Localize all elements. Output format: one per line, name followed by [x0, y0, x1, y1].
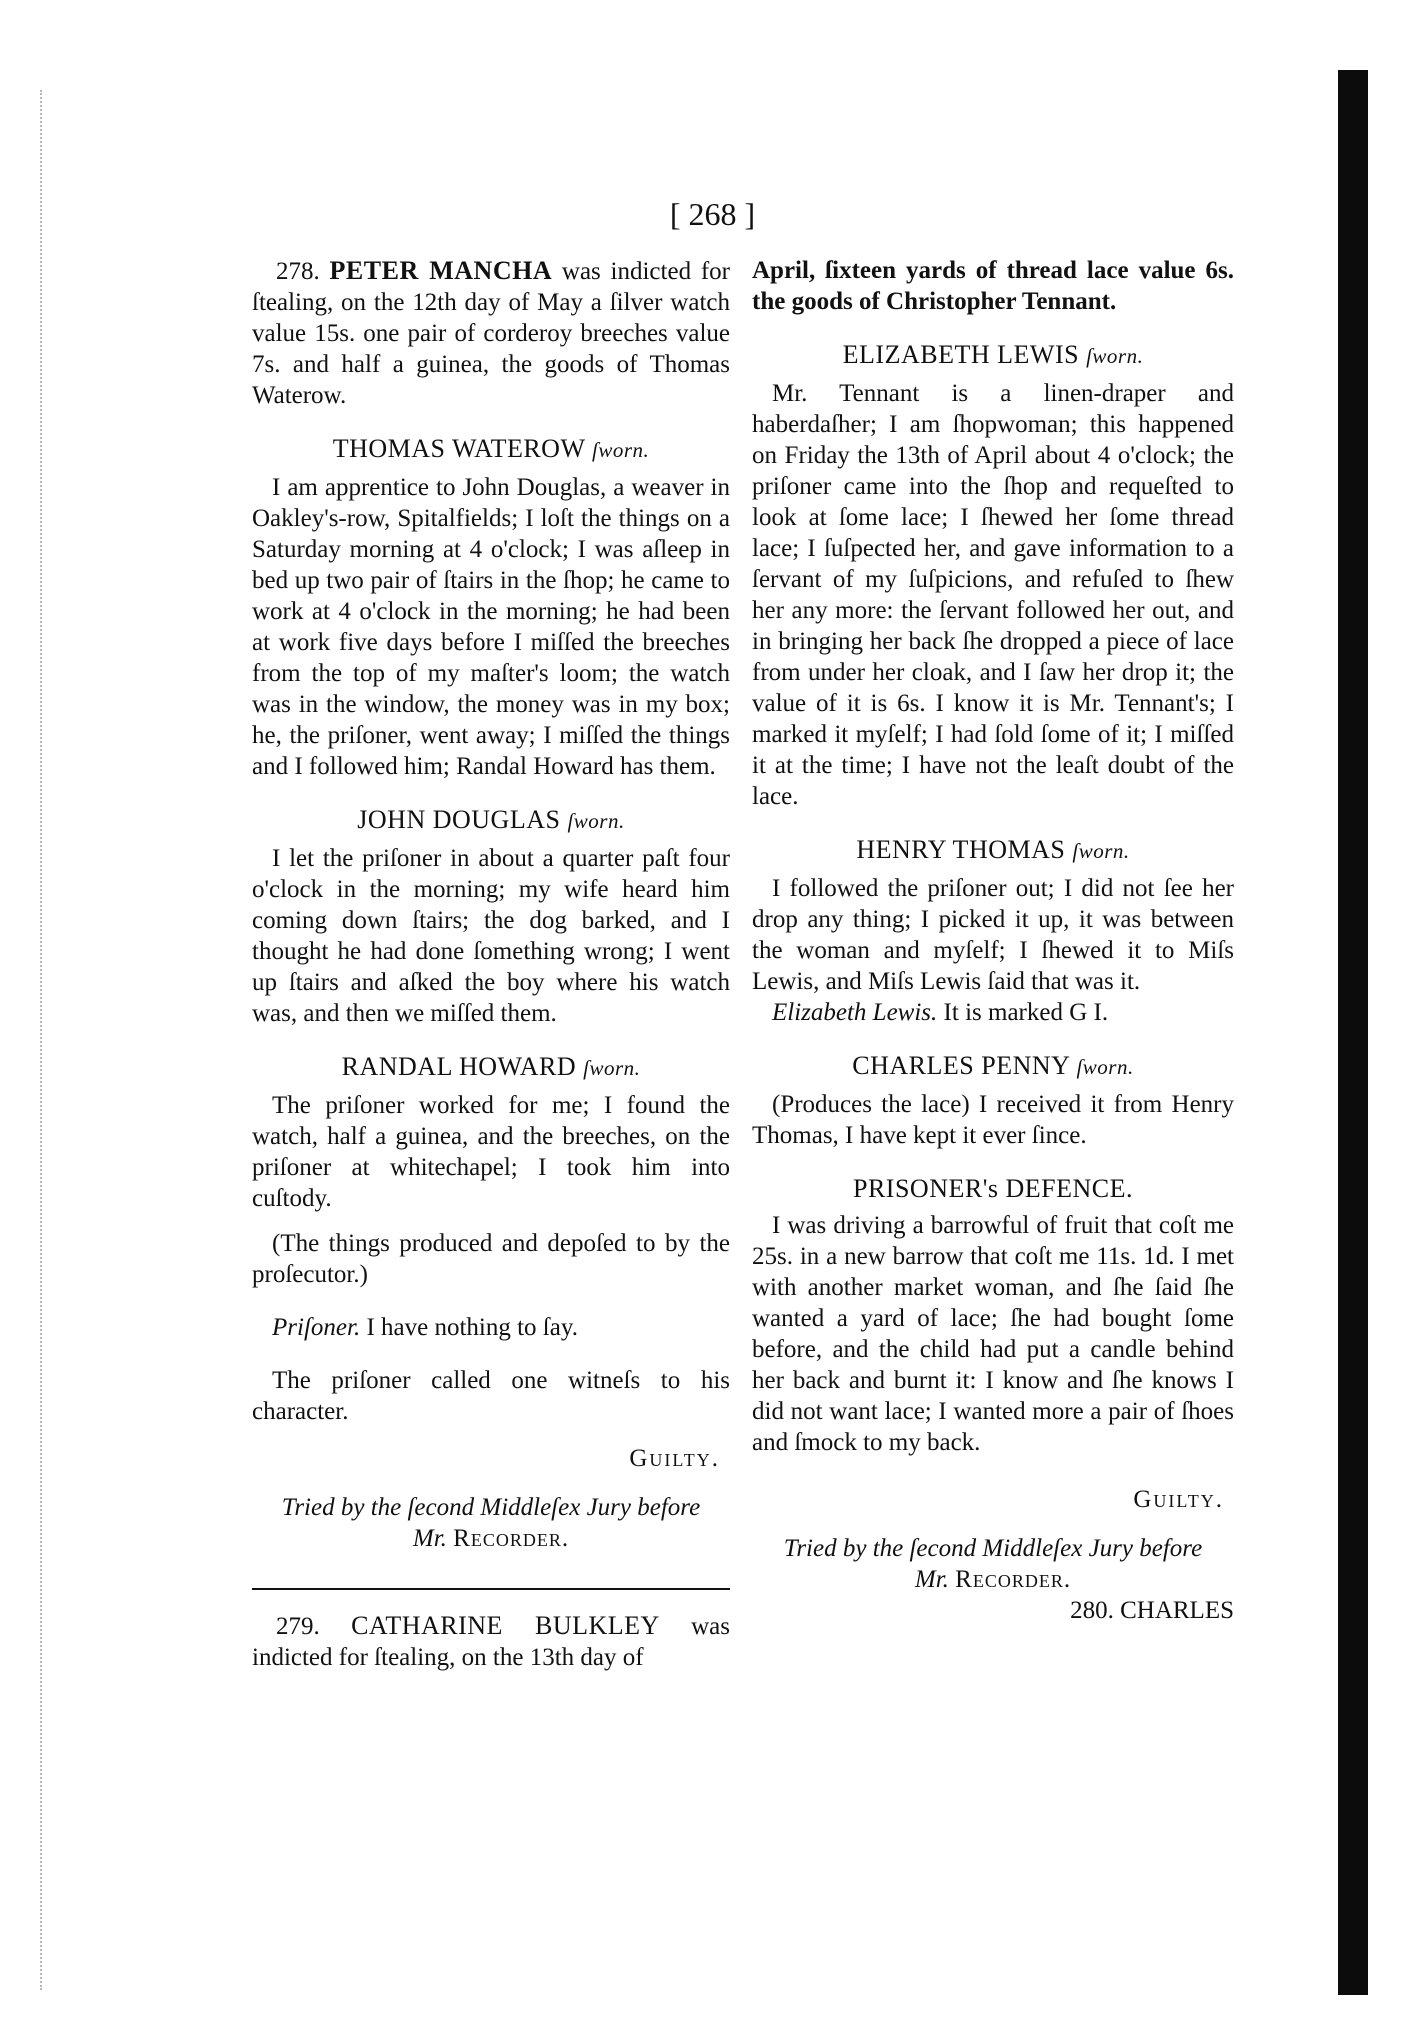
- jury-line: Tried by the ſecond Middleſex Jury before: [783, 1535, 1203, 1562]
- statement-text: It is marked G I.: [943, 999, 1109, 1026]
- defence-heading: PRISONER's DEFENCE.: [853, 1174, 1133, 1203]
- case-278-entry: [252, 255, 730, 411]
- speaker-label: Elizabeth Lewis.: [772, 999, 938, 1026]
- verdict: Guilty.: [629, 1445, 720, 1472]
- evidence-note: (The things produced and depoſed to by the proſecutor.): [252, 1230, 730, 1288]
- page-number: [ 268 ]: [669, 196, 756, 232]
- scan-edge-speckle: [40, 90, 52, 1990]
- case-279-number: 279.: [276, 1613, 320, 1640]
- testimony-randal-howard: The priſoner worked for me; I found the watch, half a guinea, and the breeches, on the priſoner at whitechapel; I took him into cuſtody.: [252, 1092, 730, 1212]
- prisoner-statement: [252, 1312, 730, 1343]
- jury-line: Tried by the ſecond Middleſex Jury before: [281, 1494, 701, 1521]
- catchword: 280. CHARLES: [1070, 1597, 1234, 1624]
- witness-name: HENRY THOMAS: [856, 835, 1066, 864]
- testimony-john-douglas: I let the priſoner in about a quarter paſt four o'clock in the morning; my wife heard him coming down ſtairs; the dog barked, and I thought he had done ſomething wrong; I went up ſtairs and aſked the boy where his watch was, and then we miſſed them.: [252, 845, 730, 1027]
- witness-heading-henry-thomas: [752, 834, 1234, 867]
- verdict: Guilty.: [1133, 1486, 1224, 1513]
- right-column: [752, 255, 1234, 1626]
- jury-note: [752, 1533, 1234, 1595]
- case-divider: [252, 1588, 730, 1590]
- jury-recorder: Recorder.: [453, 1525, 570, 1552]
- case-279-defendant: CATHARINE BULKLEY: [351, 1611, 660, 1640]
- jury-mr: Mr.: [412, 1525, 447, 1552]
- testimony-elizabeth-lewis: Mr. Tennant is a linen-draper and haberdaſher; I am ſhopwoman; this happened on Friday the 13th of April about 4 o'clock; the priſoner came into the ſhop and requeſted to look at ſome lace; I ſhewed her ſome thread lace; I ſuſpected her, and gave information to a ſervant of my ſuſpicions, and refuſed to ſhew her any more: the ſervant followed her out, and in bringing her back ſhe dropped a piece of lace from under her cloak, and I ſaw her drop it; the value of it is 6s. I know it is Mr. Tennant's; I marked it myſelf; I had ſold ſome of it; I miſſed it at the time; I have not the leaſt doubt of the lace.: [752, 380, 1234, 810]
- defence-statement: I was driving a barrowful of fruit that coſt me 25s. in a new barrow that coſt me 11s. 1d. I met with another market woman, and ſhe ſaid ſhe wanted a yard of lace; ſhe had bought ſome before, and the child had put a candle behind her back and burnt it: I know and ſhe knows I did not want lace; I wanted more a pair of ſhoes and ſmock to my back.: [752, 1212, 1234, 1456]
- witness-heading-charles-penny: [752, 1050, 1234, 1083]
- sworn-label: ſworn.: [1072, 839, 1130, 863]
- witness-name: CHARLES PENNY: [852, 1051, 1070, 1080]
- case-278-number: 278.: [276, 258, 320, 285]
- testimony-charles-penny: (Produces the lace) I received it from Henry Thomas, I have kept it ever ſince.: [752, 1091, 1234, 1149]
- witness-heading-randal-howard: [252, 1051, 730, 1084]
- case-279-indictment: was indicted for ſtealing, on the 13th day of: [252, 1613, 731, 1671]
- recall-statement: [752, 997, 1234, 1028]
- left-column: [252, 255, 730, 1673]
- sworn-label: ſworn.: [1076, 1055, 1134, 1079]
- case-279-continuation: April, ſixteen yards of thread lace value 6s. the goods of Christopher Tennant.: [752, 257, 1234, 315]
- witness-heading-elizabeth-lewis: [752, 339, 1234, 372]
- jury-note: [252, 1492, 730, 1554]
- witness-name: RANDAL HOWARD: [341, 1052, 577, 1081]
- witness-name: THOMAS WATEROW: [332, 434, 586, 463]
- case-278-indictment: was indicted for ſtealing, on the 12th day of May a ſilver watch value 15s. one pair of corderoy breeches value 7s. and half a guinea, the goods of Thomas Waterow.: [252, 258, 731, 409]
- sworn-label: ſworn.: [1086, 344, 1144, 368]
- sworn-label: ſworn.: [592, 438, 650, 462]
- scan-binding-shadow: [1338, 70, 1368, 1995]
- witness-heading-thomas-waterow: [252, 433, 730, 466]
- case-278-defendant: PETER MANCHA: [329, 256, 553, 285]
- testimony-thomas-waterow: I am apprentice to John Douglas, a weaver in Oakley's-row, Spitalfields; I loſt the things on a Saturday morning at 4 o'clock; I was aſleep in bed up two pair of ſtairs in the ſhop; he came to work at 4 o'clock in the morning; he had been at work five days before I miſſed the breeches from the top of my maſter's loom; the watch was in the window, the money was in my box; he, the priſoner, went away; I miſſed the things and I followed him; Randal Howard has them.: [252, 474, 730, 780]
- case-279-entry: [252, 1610, 730, 1673]
- testimony-henry-thomas: I followed the priſoner out; I did not ſee her drop any thing; I picked it up, it was between the woman and myſelf; I ſhewed it to Miſs Lewis, and Miſs Lewis ſaid that was it.: [752, 875, 1234, 995]
- sworn-label: ſworn.: [583, 1056, 641, 1080]
- witness-heading-john-douglas: [252, 804, 730, 837]
- witness-name: JOHN DOUGLAS: [357, 805, 561, 834]
- speaker-label: Priſoner.: [272, 1314, 361, 1341]
- character-witness-note: The priſoner called one witneſs to his character.: [252, 1367, 730, 1425]
- jury-mr: Mr.: [914, 1566, 949, 1593]
- witness-name: ELIZABETH LEWIS: [842, 340, 1080, 369]
- jury-recorder: Recorder.: [955, 1566, 1072, 1593]
- sworn-label: ſworn.: [567, 809, 625, 833]
- statement-text: I have nothing to ſay.: [366, 1314, 578, 1341]
